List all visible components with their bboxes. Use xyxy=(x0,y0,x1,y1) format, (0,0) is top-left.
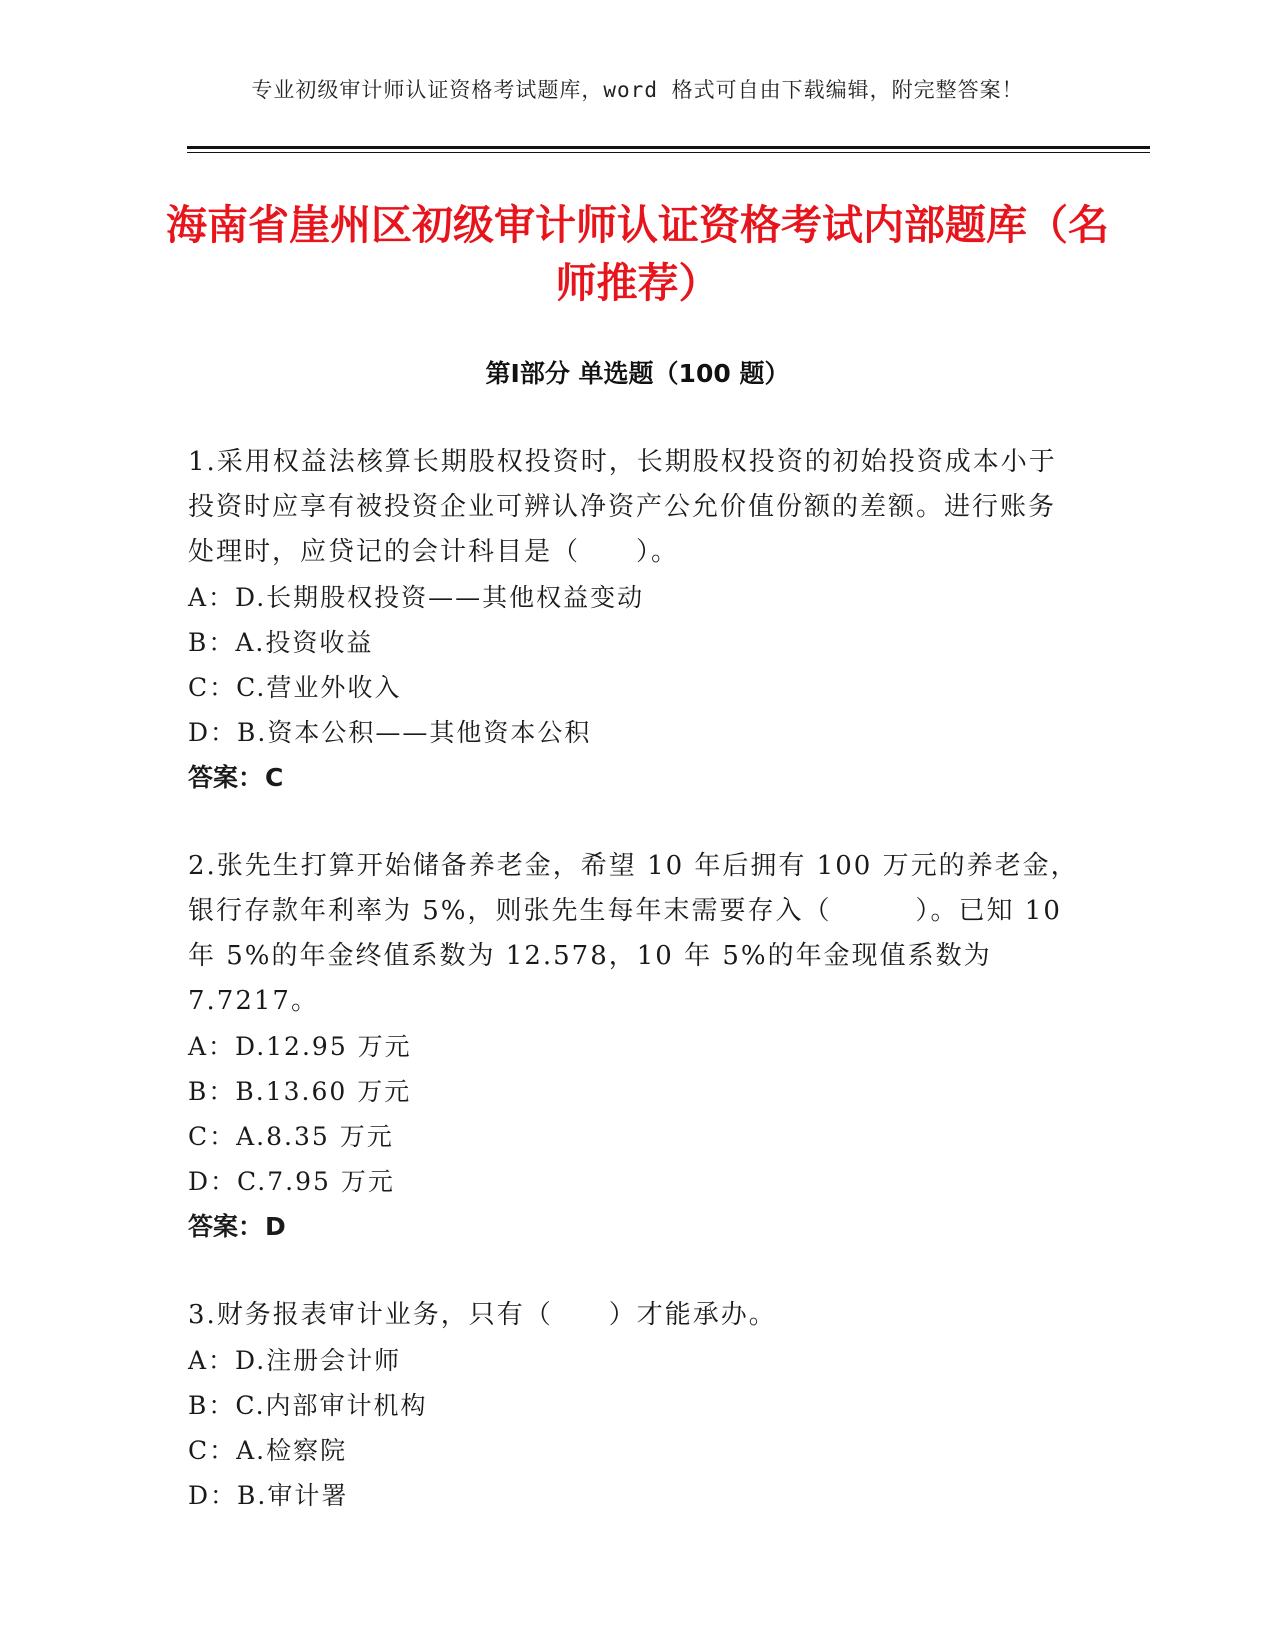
option-a: A：D.长期股权投资——其他权益变动 xyxy=(188,583,645,612)
header-divider xyxy=(187,146,1150,153)
option-d: D：B.审计署 xyxy=(188,1481,349,1510)
option-b: B：A.投资收益 xyxy=(188,628,374,657)
question-list xyxy=(188,440,1080,1562)
answer-label: 答案： xyxy=(188,763,264,792)
question-3 xyxy=(188,1293,1080,1518)
option-a: A：D.注册会计师 xyxy=(188,1346,402,1375)
section-title: 第Ⅰ部分 单选题（100 题） xyxy=(485,359,790,388)
question-stem: 2.张先生打算开始储备养老金，希望 10 年后拥有 100 万元的养老金，银行存款年利率为 5%，则张先生每年末需要存入（ ）。已知 10 年 5%的年金终值系数为 12.578，10 年 5%的年金现值系数为 7.7217。 xyxy=(188,851,1079,1016)
answer-value: C xyxy=(265,763,284,792)
option-c: C：A.检察院 xyxy=(188,1436,348,1465)
answer-value: D xyxy=(265,1212,286,1241)
option-a: A：D.12.95 万元 xyxy=(188,1032,412,1061)
question-stem: 1.采用权益法核算长期股权投资时，长期股权投资的初始投资成本小于投资时应享有被投资企业可辨认净资产公允价值份额的差额。进行账务处理时，应贷记的会计科目是（ ）。 xyxy=(188,447,1057,567)
question-1 xyxy=(188,440,1080,800)
answer-line xyxy=(188,1204,1080,1249)
header-note: 专业初级审计师认证资格考试题库，word 格式可自由下载编辑，附完整答案！ xyxy=(251,78,1024,102)
option-d: D：B.资本公积——其他资本公积 xyxy=(188,718,592,747)
document-title: 海南省崖州区初级审计师认证资格考试内部题库（名师推荐） xyxy=(166,201,1109,307)
option-b: B：C.内部审计机构 xyxy=(188,1391,428,1420)
answer-label: 答案： xyxy=(188,1212,264,1241)
question-2 xyxy=(188,844,1080,1249)
option-c: C：A.8.35 万元 xyxy=(188,1122,394,1151)
option-b: B：B.13.60 万元 xyxy=(188,1077,412,1106)
answer-line xyxy=(188,755,1080,800)
option-c: C：C.营业外收入 xyxy=(188,673,402,702)
question-stem: 3.财务报表审计业务，只有（ ）才能承办。 xyxy=(188,1300,777,1330)
option-d: D：C.7.95 万元 xyxy=(188,1167,395,1196)
